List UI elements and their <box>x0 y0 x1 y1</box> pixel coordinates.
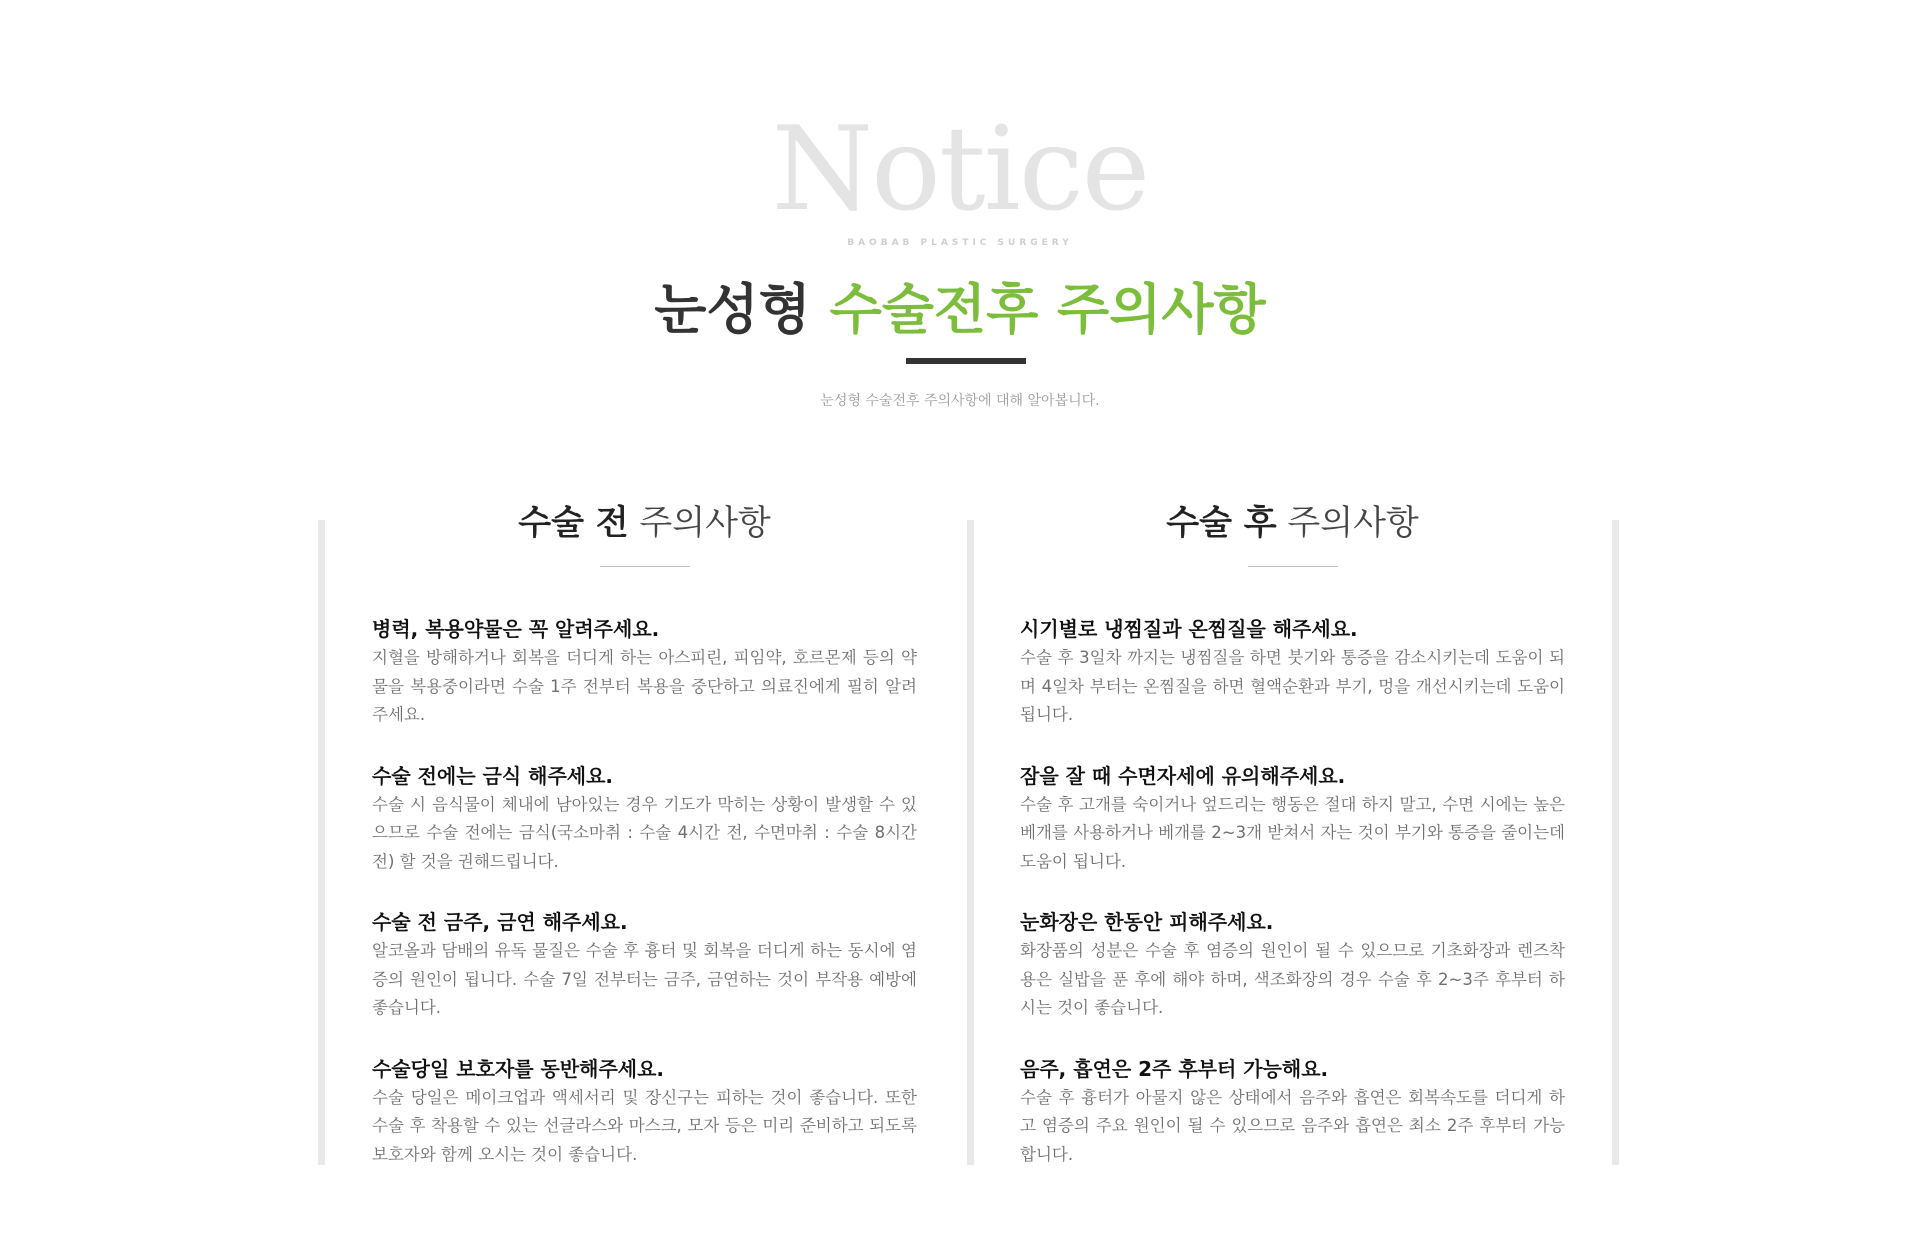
before-item-title: 병력, 복용약물은 꼭 알려주세요. <box>372 617 660 641</box>
after-item-title: 눈화장은 한동안 피해주세요. <box>1020 910 1274 934</box>
after-item-title: 음주, 흡연은 2주 후부터 가능해요. <box>1020 1056 1329 1081</box>
page-title <box>0 278 1920 342</box>
before-title-light: 주의사항 <box>628 503 771 543</box>
after-surgery-column <box>1020 500 1565 1169</box>
before-item-text: 수술 시 음식물이 체내에 남아있는 경우 기도가 막히는 상황이 발생할 수 있으므로 수술 전에는 금식(국소마취 : 수술 4시간 전, 수면마취 : 수술 8시간 전) 할 것을 권해드립니다. <box>372 794 917 871</box>
after-item-title: 잠을 잘 때 수면자세에 유의해주세요. <box>1020 763 1346 788</box>
before-item-title: 수술 전에는 금식 해주세요. <box>372 763 614 788</box>
center-divider <box>967 520 974 1165</box>
before-item <box>372 1055 917 1170</box>
after-item <box>1020 615 1565 730</box>
before-item <box>372 762 917 877</box>
page-title-dark: 눈성형 <box>654 278 830 341</box>
after-item <box>1020 1055 1565 1170</box>
before-item-text: 수술 당일은 메이크업과 액세서리 및 장신구는 피하는 것이 좋습니다. 또한 수술 후 착용할 수 있는 선글라스와 마스크, 모자 등은 미리 준비하고 되도록 보호자와 함께 오시는 것이 좋습니다. <box>372 1087 917 1164</box>
page-title-green: 수술전후 주의사항 <box>829 278 1266 341</box>
after-item <box>1020 908 1565 1023</box>
before-title-rule <box>600 566 690 567</box>
brand-text: BAOBAB PLASTIC SURGERY <box>847 238 1073 248</box>
before-item <box>372 908 917 1023</box>
after-item-text: 수술 후 흉터가 아물지 않은 상태에서 음주와 흡연은 회복속도를 더디게 하고 염증의 주요 원인이 될 수 있으므로 음주와 흡연은 최소 2주 후부터 가능 합니다. <box>1020 1087 1565 1164</box>
before-surgery-title <box>372 500 917 546</box>
before-item <box>372 615 917 730</box>
after-item-text: 화장품의 성분은 수술 후 염증의 원인이 될 수 있으므로 기초화장과 렌즈착용은 실밥을 푼 후에 해야 하며, 색조화장의 경우 수술 후 2~3주 후부터 하시는 것이 좋습니다. <box>1020 941 1565 1017</box>
after-title-rule <box>1248 566 1338 567</box>
after-surgery-title <box>1020 500 1565 546</box>
left-divider <box>318 520 325 1165</box>
title-underline <box>906 358 1026 364</box>
before-item-title: 수술 전 금주, 금연 해주세요. <box>372 910 628 934</box>
after-title-bold: 수술 후 <box>1166 503 1277 543</box>
before-item-title: 수술당일 보호자를 동반해주세요. <box>372 1056 665 1081</box>
after-item-text: 수술 후 고개를 숙이거나 엎드리는 행동은 절대 하지 말고, 수면 시에는 높은 베개를 사용하거나 베개를 2~3개 받쳐서 자는 것이 부기와 통증을 줄이는데 도움이 됩니다. <box>1020 794 1565 871</box>
after-title-light: 주의사항 <box>1276 503 1419 543</box>
page-subtitle: 눈성형 수술전후 주의사항에 대해 알아봅니다. <box>820 393 1100 409</box>
notice-watermark: Notice <box>771 102 1149 237</box>
right-divider <box>1612 520 1619 1165</box>
before-title-bold: 수술 전 <box>518 503 629 543</box>
before-surgery-column <box>372 500 917 1169</box>
after-item <box>1020 762 1565 877</box>
after-item-title: 시기별로 냉찜질과 온찜질을 해주세요. <box>1020 617 1358 641</box>
after-item-text: 수술 후 3일차 까지는 냉찜질을 하면 붓기와 통증을 감소시키는데 도움이 되며 4일차 부터는 온찜질을 하면 혈액순환과 부기, 멍을 개선시키는데 도움이 됩니다. <box>1020 648 1565 724</box>
before-item-text: 지혈을 방해하거나 회복을 더디게 하는 아스피린, 피임약, 호르몬제 등의 약물을 복용중이라면 수술 1주 전부터 복용을 중단하고 의료진에게 필히 알려주세요. <box>372 648 917 724</box>
before-item-text: 알코올과 담배의 유독 물질은 수술 후 흉터 및 회복을 더디게 하는 동시에 염증의 원인이 됩니다. 수술 7일 전부터는 금주, 금연하는 것이 부작용 예방에 좋습니다. <box>372 941 917 1017</box>
